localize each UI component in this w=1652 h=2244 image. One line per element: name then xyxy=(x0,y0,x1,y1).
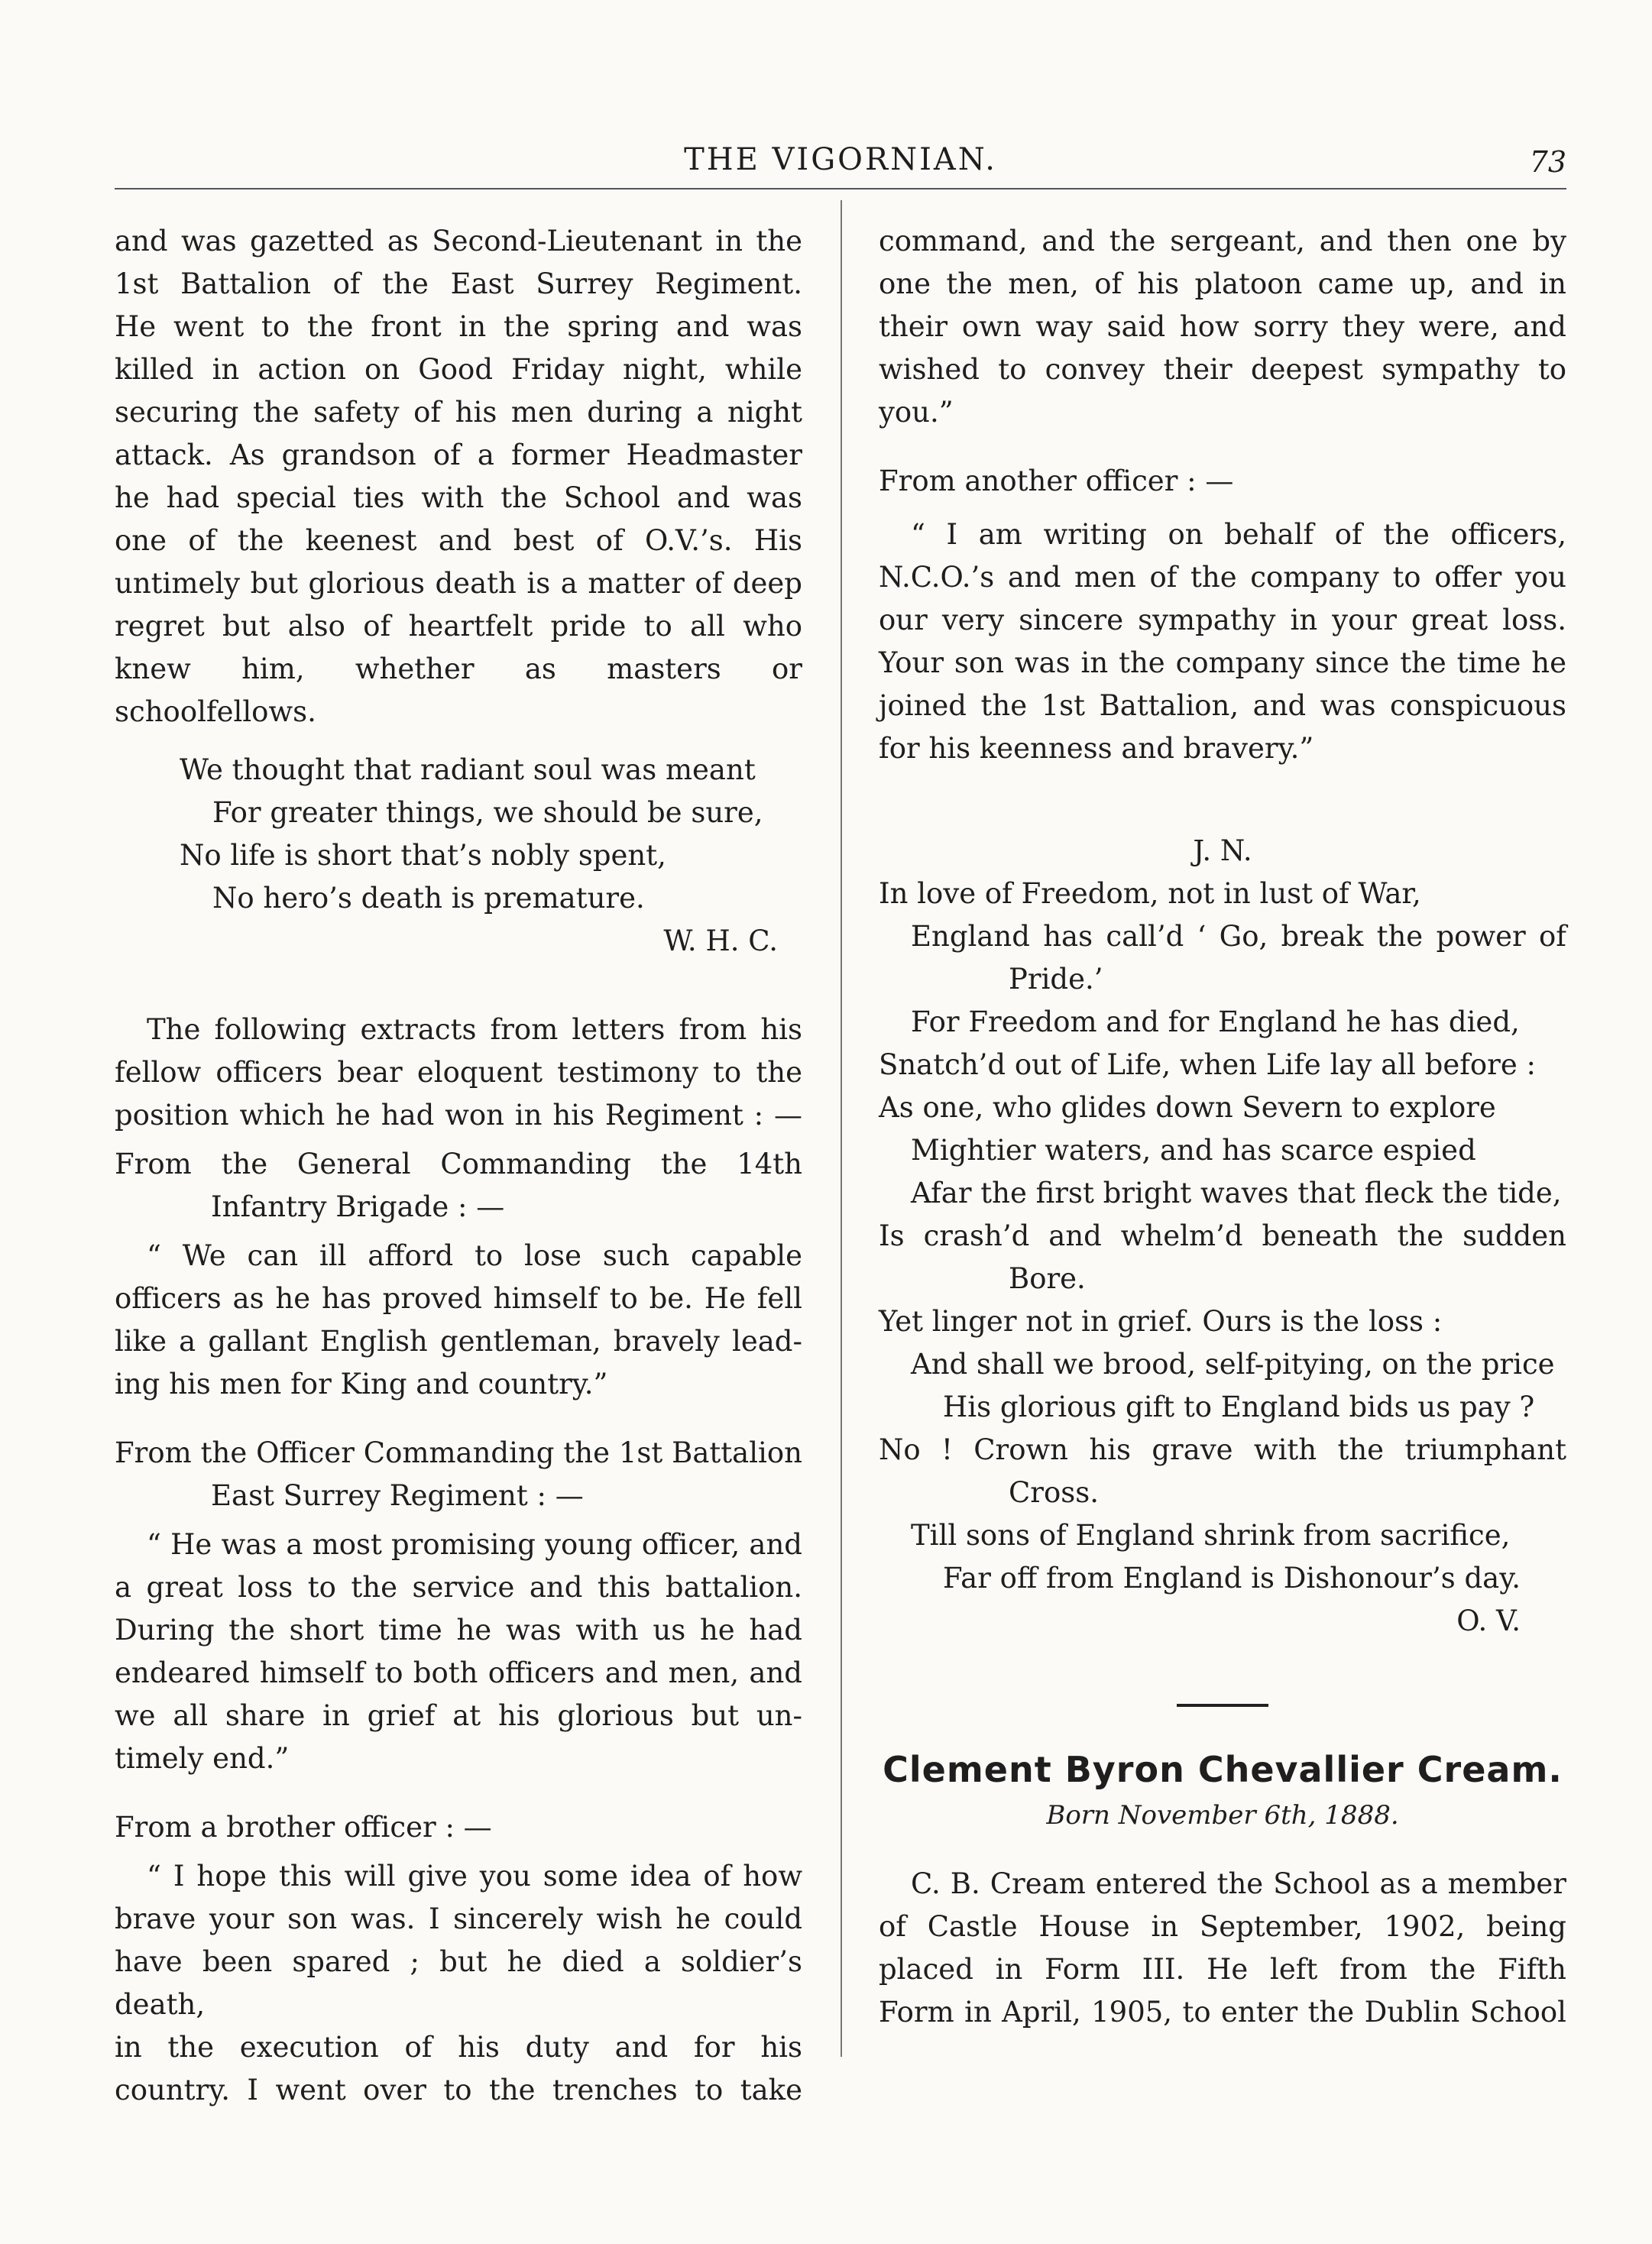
text-line: He went to the front in the spring and was xyxy=(115,310,802,343)
text-line: Infantry Brigade : — xyxy=(211,1190,505,1223)
poem-line: No life is short that’s nobly spent, xyxy=(180,839,666,872)
letter-source-another-officer: From another officer : — xyxy=(879,465,1234,497)
text-line: killed in action on Good Friday night, while xyxy=(115,353,802,386)
text-line: placed in Form III. He left from the Fifth xyxy=(879,1953,1566,1986)
text-line: timely end.” xyxy=(115,1742,290,1775)
text-line: endeared himself to both officers and men, and xyxy=(115,1656,802,1689)
text-line: you.” xyxy=(879,396,954,429)
poem-line: His glorious gift to England bids us pay ? xyxy=(943,1391,1535,1423)
text-line: joined the 1st Battalion, and was conspicuous xyxy=(879,689,1566,722)
text-line: “ I am writing on behalf of the officers, xyxy=(911,518,1566,551)
left-column xyxy=(115,220,802,2112)
obituary-heading: Clement Byron Chevallier Cream. xyxy=(883,1749,1563,1790)
page-number: 73 xyxy=(1529,145,1566,179)
text-line: securing the safety of his men during a night xyxy=(115,396,802,429)
poem-line: We thought that radiant soul was meant xyxy=(180,753,756,786)
text-line: 1st Battalion of the East Surrey Regiment. xyxy=(115,267,802,300)
text-line: a great loss to the service and this battalion. xyxy=(115,1571,802,1604)
letter-source-general xyxy=(115,1143,802,1229)
poem-line: Is crash’d and whelm’d beneath the sudden xyxy=(879,1219,1566,1252)
text-line: C. B. Cream entered the School as a member xyxy=(911,1867,1566,1900)
poem-line: England has call’d ‘ Go, break the power of xyxy=(911,920,1566,953)
header-rule xyxy=(115,188,1566,189)
text-line: command, and the sergeant, and then one by xyxy=(879,225,1566,257)
letter-quote xyxy=(879,513,1566,770)
extracts-intro xyxy=(115,1009,802,1137)
text-line: for his keenness and bravery.” xyxy=(879,732,1314,765)
poem-line: For Freedom and for England he has died, xyxy=(911,1005,1520,1038)
text-line: like a gallant English gentleman, bravely lead- xyxy=(115,1325,802,1358)
text-line: officers as he has proved himself to be. He fell xyxy=(115,1282,802,1315)
text-line: our very sincere sympathy in your great loss. xyxy=(879,604,1566,636)
poem-line: Yet linger not in grief. Ours is the loss : xyxy=(879,1305,1443,1338)
birth-date: Born November 6th, 1888. xyxy=(1046,1800,1399,1831)
text-line: he had special ties with the School and was xyxy=(115,481,802,514)
obituary-paragraph xyxy=(115,220,802,733)
letter-quote-continued xyxy=(879,220,1566,434)
column-divider xyxy=(841,200,842,2057)
poem-line: No ! Crown his grave with the triumphant xyxy=(879,1433,1566,1466)
text-line: From the Officer Commanding the 1st Battalion xyxy=(115,1436,802,1469)
letter-source-brother-officer: From a brother officer : — xyxy=(115,1811,492,1844)
letter-quote xyxy=(115,1235,802,1406)
text-line: ing his men for King and country.” xyxy=(115,1368,608,1400)
text-line: and was gazetted as Second-Lieutenant in the xyxy=(115,225,802,257)
poem-line: Afar the first bright waves that fleck the tide, xyxy=(911,1177,1562,1209)
text-line: one the men, of his platoon came up, and in xyxy=(879,267,1566,300)
letter-quote xyxy=(115,1524,802,1780)
text-line: East Surrey Regiment : — xyxy=(211,1479,584,1512)
poem-line: For greater things, we should be sure, xyxy=(212,796,763,829)
text-line: “ I hope this will give you some idea of how xyxy=(147,1860,802,1893)
poem-line: Snatch’d out of Life, when Life lay all before : xyxy=(879,1048,1536,1081)
text-line: wished to convey their deepest sympathy to xyxy=(879,353,1566,386)
poem-line: No hero’s death is premature. xyxy=(212,882,645,915)
biography-paragraph xyxy=(879,1863,1566,2034)
text-line: have been spared ; but he died a soldier’s death, xyxy=(115,1945,802,2021)
text-line: their own way said how sorry they were, and xyxy=(879,310,1566,343)
text-line: country. I went over to the trenches to take xyxy=(115,2074,802,2106)
text-line: attack. As grandson of a former Headmaster xyxy=(115,439,802,471)
text-line: one of the keenest and best of O.V.’s. His xyxy=(115,524,802,557)
running-header xyxy=(115,136,1566,182)
poem-line: Bore. xyxy=(1009,1262,1086,1295)
text-line: of Castle House in September, 1902, being xyxy=(879,1910,1566,1943)
letter-quote xyxy=(115,1855,802,2112)
poem-signature: W. H. C. xyxy=(663,924,778,957)
poem-line: As one, who glides down Severn to explore xyxy=(879,1091,1496,1124)
text-line: During the short time he was with us he had xyxy=(115,1614,802,1647)
text-line: “ He was a most promising young officer, and xyxy=(147,1528,802,1561)
poem-line: Pride.’ xyxy=(1009,963,1103,996)
poem-line: Till sons of England shrink from sacrifice, xyxy=(911,1519,1511,1552)
text-line: position which he had won in his Regiment : — xyxy=(115,1099,802,1132)
text-line: fellow officers bear eloquent testimony to the xyxy=(115,1056,802,1089)
poem-signature: O. V. xyxy=(1456,1604,1521,1637)
text-line: in the execution of his duty and for his xyxy=(115,2031,802,2064)
tribute-poem xyxy=(879,873,1566,1600)
poem-initials: J. N. xyxy=(1193,834,1252,867)
poem-line: In love of Freedom, not in lust of War, xyxy=(879,877,1421,910)
text-line: we all share in grief at his glorious but un- xyxy=(115,1699,802,1732)
text-line: N.C.O.’s and men of the company to offer you xyxy=(879,561,1566,594)
journal-title: THE VIGORNIAN. xyxy=(684,142,997,177)
text-line: Your son was in the company since the time he xyxy=(879,646,1566,679)
poem-line: Cross. xyxy=(1009,1476,1100,1509)
poem-line: Mightier waters, and has scarce espied xyxy=(911,1134,1476,1167)
text-line: “ We can ill afford to lose such capable xyxy=(147,1239,802,1272)
letter-source-battalion xyxy=(115,1432,802,1517)
text-line: untimely but glorious death is a matter of deep xyxy=(115,567,802,600)
memorial-poem xyxy=(115,749,802,920)
right-column xyxy=(879,220,1566,2034)
poem-line: And shall we brood, self-pitying, on the price xyxy=(911,1348,1555,1381)
text-line: From the General Commanding the 14th xyxy=(115,1148,802,1180)
text-line: brave your son was. I sincerely wish he could xyxy=(115,1902,802,1935)
text-line: The following extracts from letters from his xyxy=(147,1013,802,1046)
text-line: regret but also of heartfelt pride to all who xyxy=(115,610,802,643)
text-line: Form in April, 1905, to enter the Dublin School xyxy=(879,1996,1566,2029)
text-line: knew him, whether as masters or schoolfellows. xyxy=(115,652,802,728)
poem-line: Far off from England is Dishonour’s day. xyxy=(943,1562,1521,1595)
